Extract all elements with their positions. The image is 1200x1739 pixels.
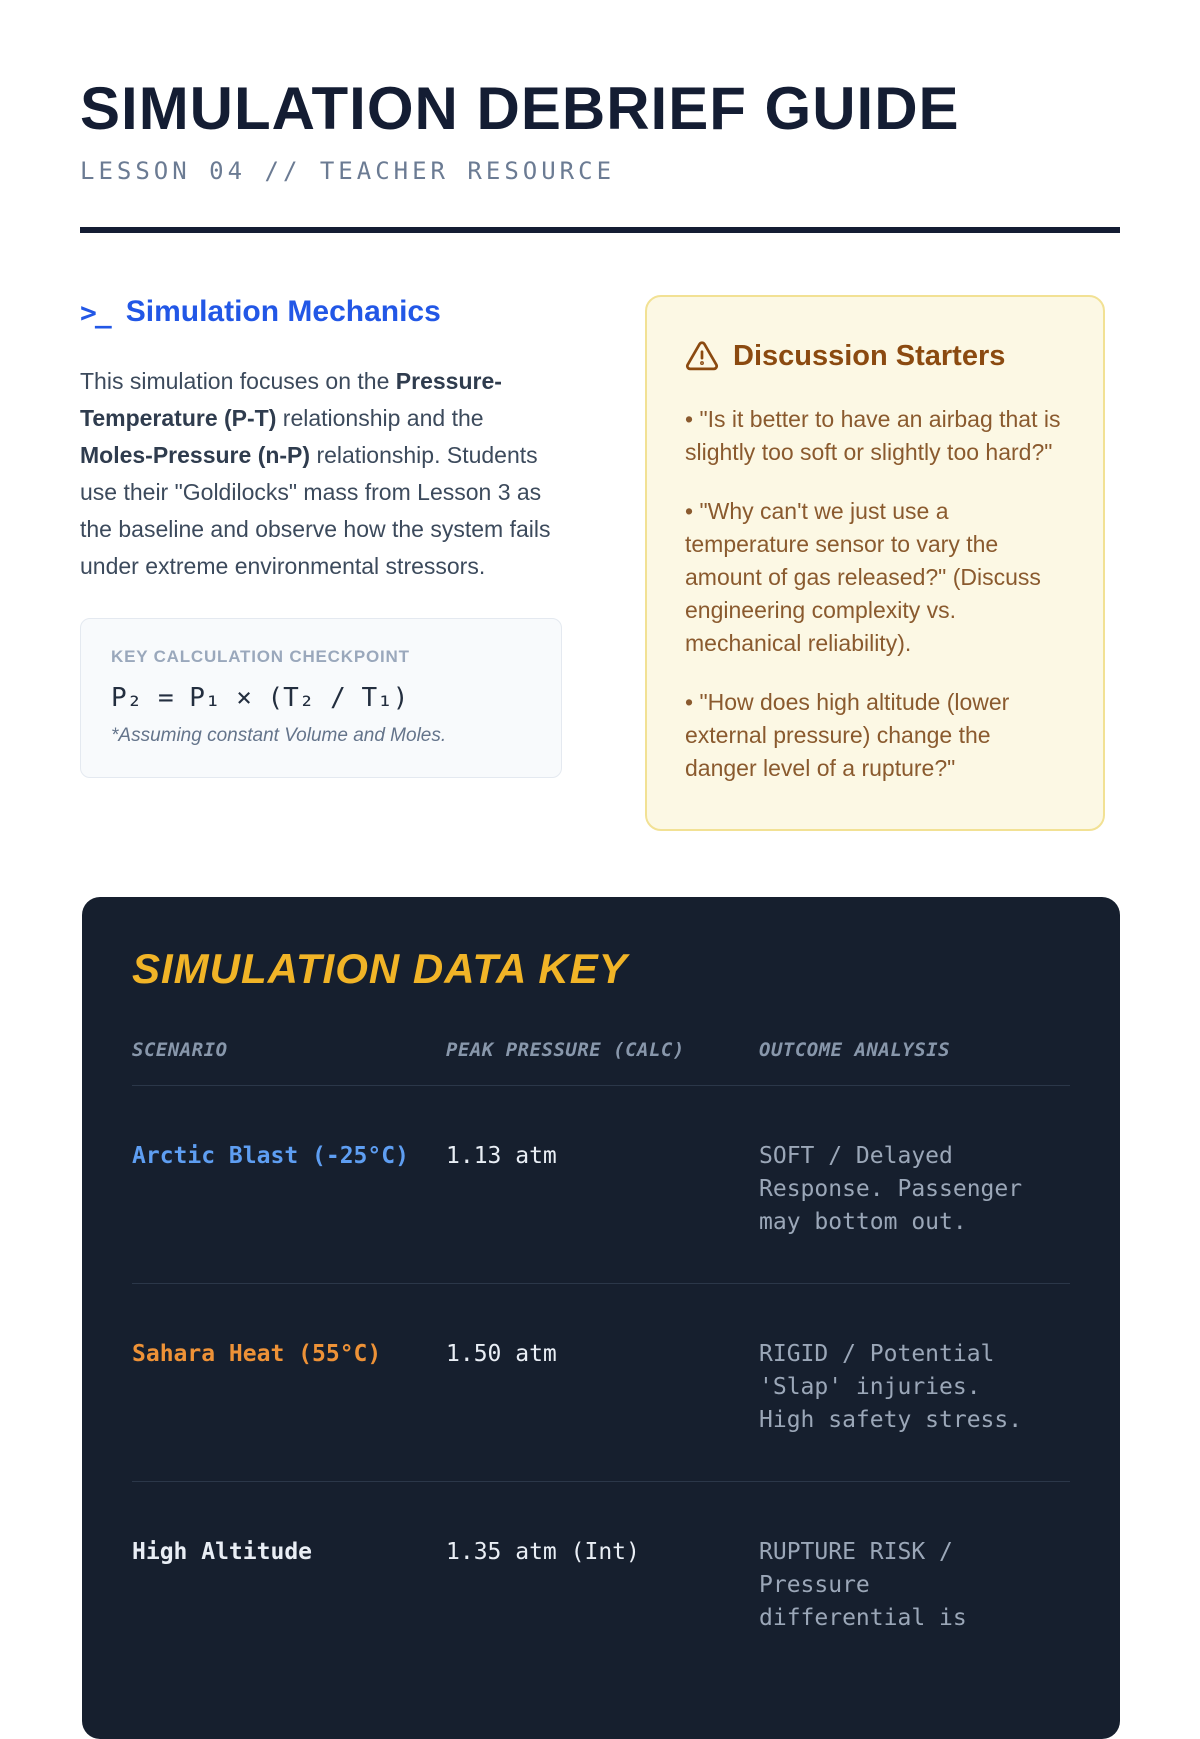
mechanics-text-2: relationship and the bbox=[276, 405, 484, 432]
data-key-title: SIMULATION DATA KEY bbox=[132, 945, 628, 993]
mechanics-bold-pt: Pressure-Temperature (P-T) bbox=[80, 368, 502, 432]
discussion-bullet: • "How does high altitude (lower external pressure) change the danger level of a rupture?" bbox=[685, 686, 1067, 785]
scenario-cell: Arctic Blast (-25°C) bbox=[132, 1143, 409, 1170]
section-simulation-mechanics bbox=[80, 295, 562, 778]
warning-triangle-icon bbox=[685, 339, 719, 373]
mechanics-text-3: relationship. Students use their "Goldilocks" mass from Lesson 3 as the baseline and observe how the system fails under extreme environmental stressors. bbox=[80, 442, 551, 580]
doc-header bbox=[80, 75, 1120, 233]
pressure-cell: 1.35 atm (Int) bbox=[446, 1539, 640, 1566]
calc-checkpoint-card bbox=[80, 618, 562, 778]
scenario-cell: High Altitude bbox=[132, 1539, 313, 1566]
discussion-bullet: • "Is it better to have an airbag that is slightly too soft or slightly too hard?" bbox=[685, 403, 1067, 469]
column-header-outcome: OUTCOME ANALYSIS bbox=[759, 1039, 951, 1062]
table-header-row bbox=[132, 1039, 1070, 1086]
scenario-cell: Sahara Heat (55°C) bbox=[132, 1341, 382, 1368]
discussion-bullet: • "Why can't we just use a temperature sensor to vary the amount of gas released?" (Discuss engineering complexity vs. mechanical reliability). bbox=[685, 495, 1067, 660]
mechanics-bold-np: Moles-Pressure (n-P) bbox=[80, 442, 311, 469]
page-title: SIMULATION DEBRIEF GUIDE bbox=[80, 75, 960, 142]
mechanics-heading-label: Simulation Mechanics bbox=[125, 295, 441, 329]
column-header-scenario: SCENARIO bbox=[132, 1039, 228, 1062]
mechanics-heading bbox=[80, 295, 562, 329]
discussion-starters-card bbox=[645, 295, 1105, 831]
simulation-data-key-panel bbox=[82, 897, 1120, 1739]
calc-formula: P₂ = P₁ × (T₂ / T₁) bbox=[111, 683, 409, 714]
outcome-cell: RIGID / Potential 'Slap' injuries. High safety stress. bbox=[759, 1341, 1023, 1434]
table-row bbox=[132, 1482, 1070, 1679]
mechanics-text-1: This simulation focuses on the bbox=[80, 368, 396, 395]
discussion-heading-label: Discussion Starters bbox=[733, 339, 1006, 372]
discussion-heading bbox=[685, 339, 1067, 373]
two-column-section bbox=[80, 295, 1120, 831]
calc-assumption-note: *Assuming constant Volume and Moles. bbox=[111, 725, 447, 747]
column-header-peak-pressure: PEAK PRESSURE (CALC) bbox=[446, 1039, 685, 1062]
discussion-bullet-list bbox=[685, 403, 1067, 785]
outcome-cell: RUPTURE RISK / Pressure differential is bbox=[759, 1539, 967, 1632]
pressure-cell: 1.50 atm bbox=[446, 1341, 557, 1368]
calc-checkpoint-label: KEY CALCULATION CHECKPOINT bbox=[111, 647, 410, 667]
pressure-cell: 1.13 atm bbox=[446, 1143, 557, 1170]
mechanics-paragraph bbox=[80, 363, 562, 585]
data-key-table bbox=[132, 1039, 1070, 1679]
outcome-cell: SOFT / Delayed Response. Passenger may bottom out. bbox=[759, 1143, 1023, 1236]
terminal-prompt-icon: >_ bbox=[80, 295, 110, 329]
table-row bbox=[132, 1086, 1070, 1284]
header-divider bbox=[80, 227, 1120, 233]
table-row bbox=[132, 1284, 1070, 1482]
page-subtitle: LESSON 04 // TEACHER RESOURCE bbox=[80, 157, 616, 186]
